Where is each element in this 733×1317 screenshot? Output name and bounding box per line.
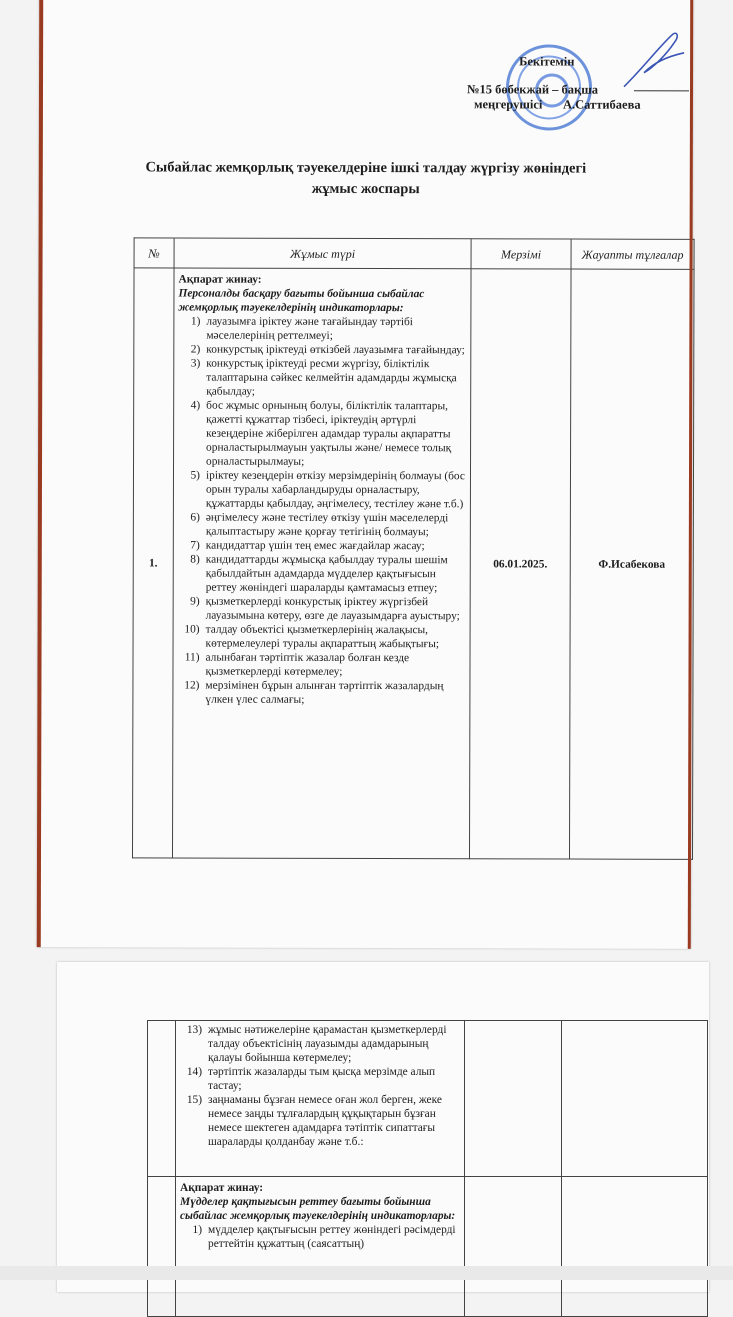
list-item: 12) мерзімінен бұрын алынған тәртіптік жазалардың үлкен үлес салмағы; (184, 679, 444, 706)
list-item: 11) алынбаған тәртіптік жазалар болған кезде қызметкерлерді көтермелеу; (184, 651, 410, 678)
indicator-list (177, 315, 467, 708)
approval-line-1: Бекітемін (519, 54, 575, 69)
work-type-cell (176, 1177, 465, 1317)
section-subheading: Персоналды басқару бағыты бойынша сыбайлас жемқорлық тәуекелдерінің индикаторлары: (178, 287, 425, 315)
approval-signatory: А.Саттибаева (562, 97, 641, 112)
row-number: 1. (132, 268, 174, 858)
row-number-empty (148, 1177, 176, 1317)
bottom-bar (0, 1266, 733, 1280)
deadline-cell (465, 1177, 562, 1317)
header-deadline: Мерзімі (471, 239, 571, 269)
list-item: 6) әңгімелесу және тестілеу өткізу үшін мәселелерді қалыптастыру және қорғау тетігінің болмауы; (190, 511, 449, 539)
deadline-cell (465, 1021, 562, 1177)
indicator-list (180, 1223, 461, 1251)
list-item: 8) кандидаттарды жұмысқа қабылдау туралы шешім қабылдайтын адамдарда мүдделер қақтығысын реттеу жөніндегі шараларды қамтамасыз етпеу; (190, 553, 448, 595)
document-title-line-2: жұмыс жоспары (311, 180, 420, 198)
document-page-2 (57, 962, 709, 1292)
indicator-list (180, 1023, 461, 1149)
list-item: 4) бос жұмыс орнының болуы, біліктілік талаптары, қажетті құжаттар тізбесі, іріктеудің әртүрлі кезеңдеріне жіберілген адамдар туралы ақпаратты орналастырылмауын уақтылы және/ немесе толық орналастырылмауы; (190, 399, 452, 468)
list-item: 1) лауазымға іріктеу және тағайындау тәртібі мәселелерінің реттелмеуі; (190, 315, 413, 342)
work-plan-table (132, 237, 695, 859)
list-item: 13) жұмыс нәтижелеріне қарамастан қызметкерлерді талдау объектісінің лауазымды адамдарының қалауы бойынша көтермелеу; (186, 1024, 447, 1064)
header-number: № (134, 238, 174, 268)
work-type-cell (172, 268, 471, 859)
approval-line-2: №15 бөбекжай – бақша (466, 82, 599, 97)
list-item: 9) қызметкерлерді конкурстық іріктеу жүргізбей лауазымына көтеру, өзге де лауазымдарға ауыстыру; (190, 595, 460, 623)
responsible-cell: Ф.Исабекова (569, 269, 694, 859)
section-heading: Ақпарат жинау: (178, 273, 262, 286)
document-title-line-1: Сыбайлас жемқорлық тәуекелдеріне ішкі талдау жүргізу жөніндегі (145, 159, 587, 177)
header-responsible: Жауапты тұлғалар (571, 239, 694, 269)
header-work-type: Жұмыс түрі (174, 238, 471, 269)
list-item: 5) іріктеу кезеңдерін өткізу мерзімдерінің болмауы (бос орын туралы хабарландыруды орналастыру, құжаттарды қабылдау, әңгімелесу, тестілеу және т.б.) (190, 469, 465, 511)
work-type-cell (176, 1021, 465, 1177)
section-heading: Ақпарат жинау: (180, 1182, 264, 1194)
signature-icon (614, 27, 694, 97)
table-row (132, 268, 694, 859)
list-item: 3) конкурстық іріктеуді ресми жүргізу, біліктілік талаптарына сәйкес келмейтін адамдарды жұмысқа қабылдау; (190, 357, 457, 398)
approval-position: меңгерушісі (473, 97, 543, 112)
list-item: 14) тәртіптік жазаларды тым қысқа мерзімде алып тастау; (186, 1066, 436, 1092)
section-subheading: Мүдделер қақтығысын реттеу бағыты бойынша сыбайлас жемқорлық тәуекелдерінің индикаторлары: (180, 1196, 456, 1222)
list-item: 2) конкурстық іріктеуді өткізбей лауазымға тағайындау; (190, 343, 465, 357)
table-row (148, 1021, 708, 1177)
responsible-cell (562, 1021, 708, 1177)
list-item: 15) заңнаманы бұзған немесе оған жол берген, жеке немесе заңды тұлғалардың құқықтарын бұзған немесе шектеген адамдарға тәтіптік сипаттағы шараларды қолданбау және т.б.: (186, 1094, 442, 1148)
list-item: 7) кандидаттар үшін тең емес жағдайлар жасау; (190, 539, 425, 553)
table-row (148, 1177, 708, 1317)
list-item: 1) мүдделер қақтығысын реттеу жөніндегі рәсімдерді реттейтін құжаттың (саясаттың) (192, 1224, 456, 1250)
document-page-1 (37, 0, 693, 949)
deadline-cell: 06.01.2025. (469, 269, 571, 859)
list-item: 10) талдау объектісі қызметкерлерінің жалақысы, көтермелеулері туралы ақпараттың жабықтығы; (184, 623, 440, 651)
responsible-cell (562, 1177, 708, 1317)
row-number-empty (148, 1021, 176, 1177)
table-header-row (134, 238, 694, 269)
